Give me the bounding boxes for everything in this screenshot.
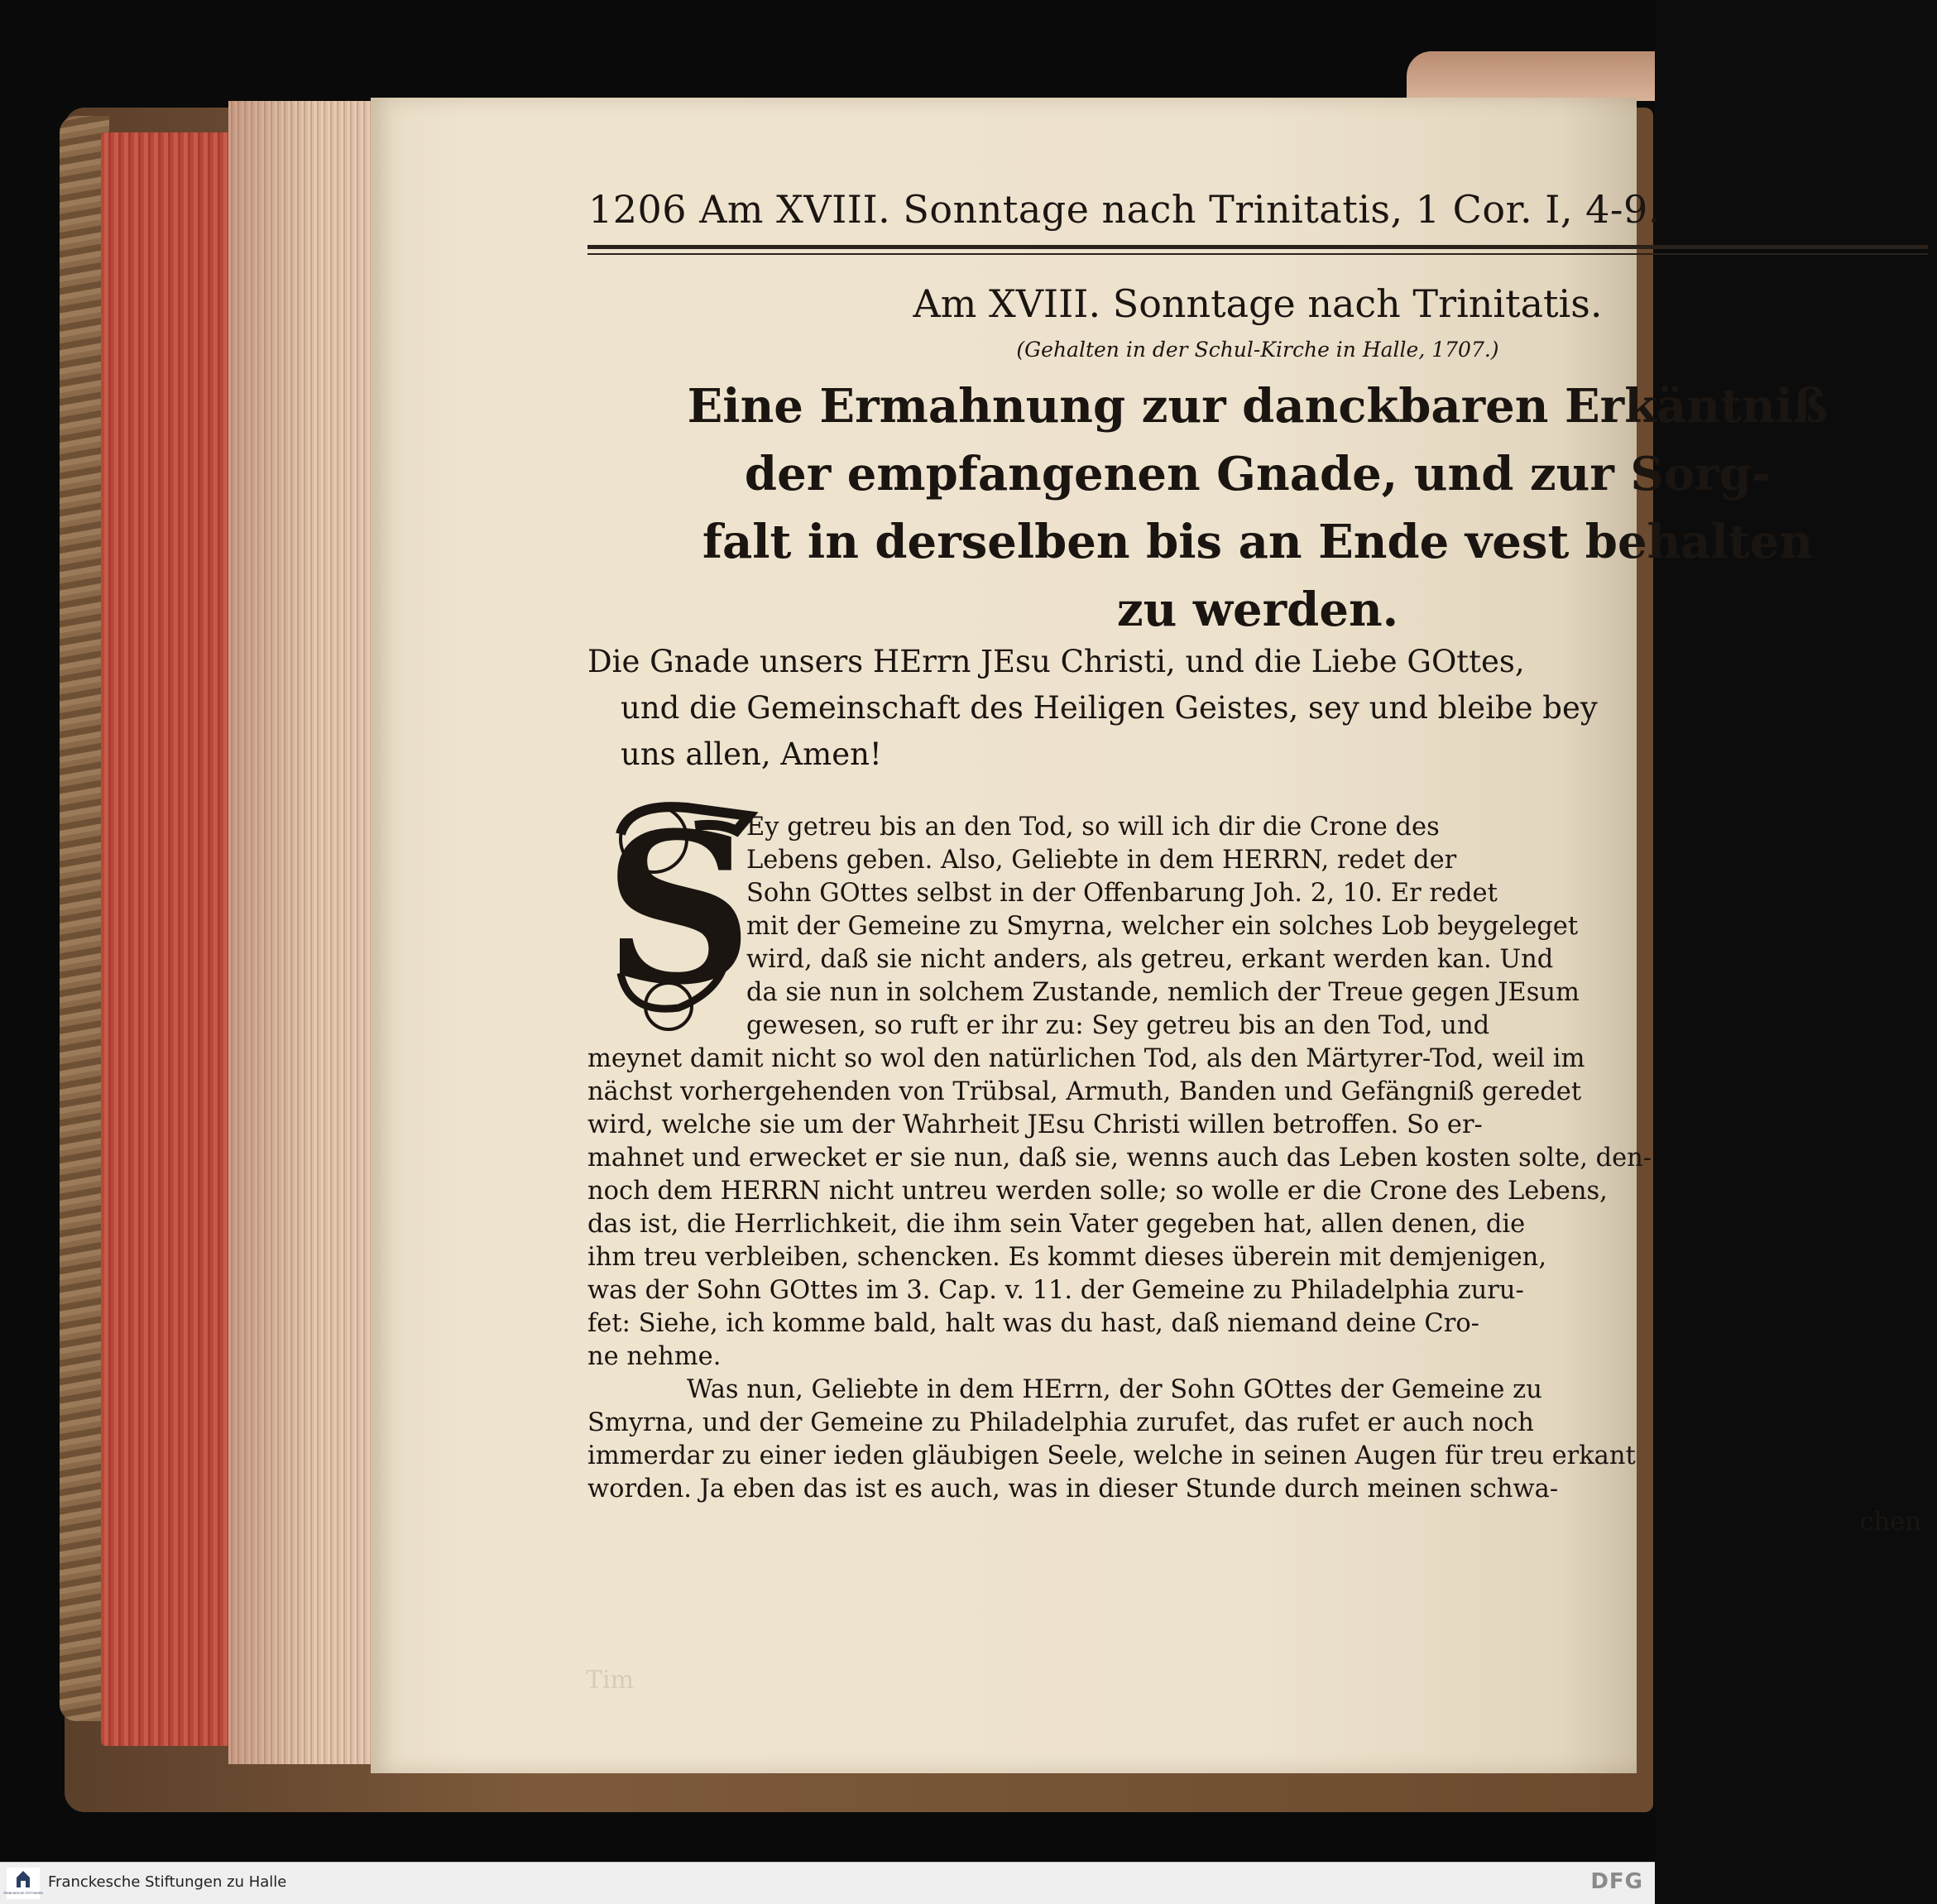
body-line: Ey getreu bis an den Tod, so will ich dir die Crone des <box>746 813 1440 842</box>
body-line: was der Sohn GOttes im 3. Cap. v. 11. der Gemeine zu Philadelphia zuru- <box>587 1276 1524 1305</box>
red-page-edge <box>101 132 229 1746</box>
body-line: meynet damit nicht so wol den natürlichen Tod, als den Märtyrer-Tod, weil im <box>587 1044 1585 1073</box>
sermon-title <box>587 372 1928 644</box>
dfg-logo: DFG <box>1590 1869 1643 1894</box>
foundation-logo-text: FRANCKESCHE STIFTUNGEN <box>3 1892 43 1895</box>
blessing <box>587 639 1928 778</box>
body-line: ihm treu verbleiben, schencken. Es kommt dieses überein mit demjenigen, <box>587 1243 1547 1272</box>
body-line: noch dem HERRN nicht untreu werden solle; so wolle er die Crone des Lebens, <box>587 1177 1608 1206</box>
body-line: mit der Gemeine zu Smyrna, welcher ein solches Lob beygeleget <box>746 912 1579 941</box>
blessing-line: Die Gnade unsers HErrn JEsu Christi, und die Liebe GOttes, <box>587 644 1525 679</box>
footer-organization: Franckesche Stiftungen zu Halle <box>48 1873 287 1891</box>
page-stack-edge <box>228 101 373 1764</box>
sunday-title: Am XVIII. Sonntage nach Trinitatis. <box>913 281 1603 326</box>
sermon-title-line: falt in derselben bis an Ende vest behalten <box>702 515 1814 569</box>
body-line: Lebens geben. Also, Geliebte in dem HERRN, redet der <box>746 846 1457 875</box>
running-head: 1206 Am XVIII. Sonntage nach Trinitatis, 1 Cor. I, 4-9. <box>588 187 1661 232</box>
sermon-title-line: zu werden. <box>1116 583 1399 637</box>
body-line: Smyrna, und der Gemeine zu Philadelphia zurufet, das rufet er auch noch <box>587 1408 1534 1437</box>
book-top-edge <box>1407 51 1655 101</box>
body-line: Was nun, Geliebte in dem HErrn, der Sohn GOttes der Gemeine zu <box>687 1375 1542 1404</box>
body-line: gewesen, so ruft er ihr zu: Sey getreu bis an den Tod, und <box>746 1011 1490 1040</box>
catchword: chen <box>1859 1508 1921 1537</box>
bleed-through-text: Tim <box>586 1666 635 1695</box>
initial-letter: S <box>603 787 754 1030</box>
foundation-logo-icon <box>3 1868 43 1899</box>
body-line: wird, daß sie nicht anders, als getreu, erkant werden kan. Und <box>746 945 1554 974</box>
body-line: da sie nun in solchem Zustande, nemlich der Treue gegen JEsum <box>746 978 1580 1007</box>
body-line: nächst vorhergehenden von Trübsal, Armuth, Banden und Gefängniß geredet <box>587 1077 1582 1106</box>
held-note: (Gehalten in der Schul-Kirche in Halle, 1707.) <box>1016 338 1499 362</box>
body-line: fet: Siehe, ich komme bald, halt was du hast, daß niemand deine Cro- <box>587 1309 1479 1338</box>
blessing-line: uns allen, Amen! <box>621 736 882 772</box>
footer-bar <box>0 1862 1655 1904</box>
body-line: worden. Ja eben das ist es auch, was in dieser Stunde durch meinen schwa- <box>587 1475 1559 1504</box>
blessing-line: und die Gemeinschaft des Heiligen Geistes, sey und bleibe bey <box>621 690 1598 726</box>
body-line: mahnet und erwecket er sie nun, daß sie, wenns auch das Leben kosten solte, den- <box>587 1144 1652 1173</box>
sermon-title-line: Eine Ermahnung zur danckbaren Erkäntniß <box>687 379 1829 434</box>
body-line: das ist, die Herrlichkeit, die ihm sein Vater gegeben hat, allen denen, die <box>587 1210 1526 1239</box>
book-page <box>371 98 1921 1773</box>
body-line: immerdar zu einer ieden gläubigen Seele, welche in seinen Augen für treu erkant <box>587 1441 1636 1470</box>
header-rule <box>587 245 1928 249</box>
header-rule-thin <box>587 253 1928 255</box>
body-line: wird, welche sie um der Wahrheit JEsu Christi willen betroffen. So er- <box>587 1110 1483 1139</box>
body-text <box>587 811 1928 1539</box>
body-line: ne nehme. <box>587 1342 722 1371</box>
sermon-title-line: der empfangenen Gnade, und zur Sorg- <box>744 447 1772 501</box>
body-line: Sohn GOttes selbst in der Offenbarung Joh. 2, 10. Er redet <box>746 879 1498 908</box>
